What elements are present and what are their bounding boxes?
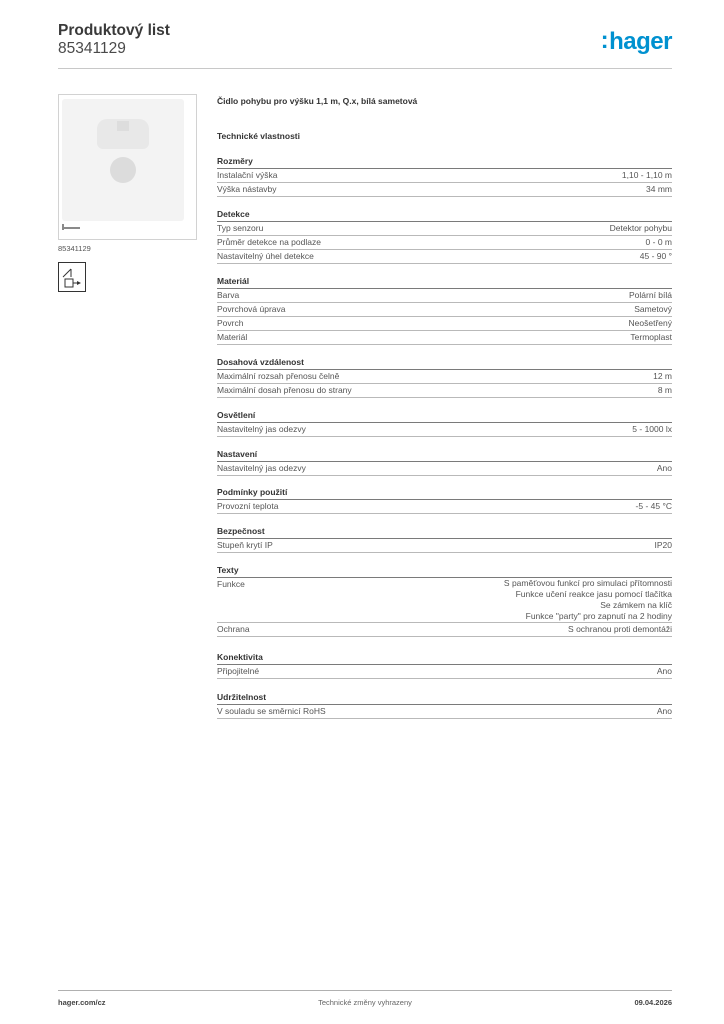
property-label: Barva — [217, 290, 240, 300]
property-label: V souladu se směrnicí RoHS — [217, 706, 326, 716]
property-value: Ano — [656, 463, 672, 473]
group-title: Texty — [217, 565, 672, 578]
product-name: Čidlo pohybu pro výšku 1,1 m, Q.x, bílá sametová — [217, 96, 418, 106]
document-number: 85341129 — [58, 40, 126, 57]
property-label: Nastavitelný jas odezvy — [217, 424, 306, 434]
product-image-box — [58, 94, 197, 240]
group-material — [217, 276, 672, 345]
property-label: Instalační výška — [217, 170, 278, 180]
property-value: Neošetřený — [628, 318, 672, 328]
property-row — [217, 623, 672, 637]
sensor-dome — [110, 157, 136, 183]
group-safety — [217, 526, 672, 553]
group-settings — [217, 449, 672, 476]
hager-logo[interactable] — [601, 29, 672, 55]
flush-mount-icon — [58, 262, 86, 292]
group-title: Osvětlení — [217, 410, 672, 423]
motion-sensor-image — [62, 99, 184, 221]
property-value: 45 - 90 ° — [639, 251, 672, 261]
property-row — [217, 317, 672, 331]
product-image-caption: 85341129 — [58, 244, 91, 253]
property-value: IP20 — [654, 540, 672, 550]
group-title: Detekce — [217, 209, 672, 222]
property-row — [217, 665, 672, 679]
group-detection — [217, 209, 672, 264]
property-value: Ano — [656, 666, 672, 676]
property-row — [217, 183, 672, 197]
property-row — [217, 331, 672, 345]
property-value: 8 m — [657, 385, 672, 395]
technical-properties-heading: Technické vlastnosti — [217, 131, 300, 141]
property-row — [217, 462, 672, 476]
property-label: Materiál — [217, 332, 248, 342]
group-operating-conditions — [217, 487, 672, 514]
group-title: Rozměry — [217, 156, 672, 169]
property-value: Ano — [656, 706, 672, 716]
property-label: Povrch — [217, 318, 244, 328]
page-header — [58, 22, 672, 72]
property-value: 5 - 1000 lx — [632, 424, 672, 434]
property-value: -5 - 45 °C — [635, 501, 672, 511]
group-title: Dosahová vzdálenost — [217, 357, 672, 370]
sensor-lens-slot — [117, 121, 129, 131]
footer-divider — [58, 990, 672, 991]
property-label: Typ senzoru — [217, 223, 264, 233]
property-label: Provozní teplota — [217, 501, 279, 511]
property-value: Termoplast — [630, 332, 672, 342]
property-label: Funkce — [217, 579, 245, 589]
property-row — [217, 705, 672, 719]
property-label: Výška nástavby — [217, 184, 277, 194]
property-value: Detektor pohybu — [609, 223, 672, 233]
group-connectivity — [217, 652, 672, 679]
logo-colon: : — [600, 27, 609, 54]
property-label: Nastavitelný úhel detekce — [217, 251, 314, 261]
property-label: Maximální rozsah přenosu čelně — [217, 371, 340, 381]
property-row — [217, 370, 672, 384]
property-row — [217, 423, 672, 437]
property-value: 1,10 - 1,10 m — [621, 170, 672, 180]
property-value: S ochranou proti demontáži — [568, 624, 672, 634]
group-title: Udržitelnost — [217, 692, 672, 705]
property-value: 34 mm — [646, 184, 672, 194]
property-value: 12 m — [653, 371, 672, 381]
group-dimensions — [217, 156, 672, 197]
property-label: Průměr detekce na podlaze — [217, 237, 321, 247]
property-row — [217, 169, 672, 183]
property-label: Maximální dosah přenosu do strany — [217, 385, 352, 395]
property-value: Sametový — [634, 304, 672, 314]
property-value: Funkce "party" pro zapnutí na 2 hodiny — [525, 611, 672, 621]
group-sustainability — [217, 692, 672, 719]
property-value-list — [504, 578, 672, 622]
property-row — [217, 250, 672, 264]
header-divider — [58, 68, 672, 69]
property-label: Připojitelné — [217, 666, 260, 676]
footer-note: Technické změny vyhrazeny — [318, 998, 412, 1007]
property-row — [217, 500, 672, 514]
footer-website-link[interactable]: hager.com/cz — [58, 998, 106, 1007]
property-row — [217, 578, 672, 623]
group-lighting — [217, 410, 672, 437]
property-value: S paměťovou funkcí pro simulaci přítomnosti — [503, 578, 672, 588]
group-title: Nastavení — [217, 449, 672, 462]
footer-date: 09.04.2026 — [634, 998, 672, 1007]
group-texts — [217, 565, 672, 637]
property-row — [217, 303, 672, 317]
property-value: Se zámkem na klíč — [600, 600, 672, 610]
group-transmission-range — [217, 357, 672, 398]
flush-mount-icon-svg — [59, 263, 87, 293]
group-title: Podmínky použití — [217, 487, 672, 500]
property-value: 0 - 0 m — [645, 237, 672, 247]
group-title: Materiál — [217, 276, 672, 289]
property-row — [217, 236, 672, 250]
property-row — [217, 539, 672, 553]
document-title: Produktový list — [58, 22, 170, 39]
property-label: Ochrana — [217, 624, 250, 634]
property-row — [217, 289, 672, 303]
property-row — [217, 384, 672, 398]
group-title: Bezpečnost — [217, 526, 672, 539]
property-label: Povrchová úprava — [217, 304, 286, 314]
scale-bar — [62, 227, 80, 229]
property-label: Stupeň krytí IP — [217, 540, 273, 550]
property-value: Polární bílá — [629, 290, 672, 300]
property-value: Funkce učení reakce jasu pomocí tlačítka — [515, 589, 672, 599]
property-label: Nastavitelný jas odezvy — [217, 463, 306, 473]
logo-text: hager — [609, 28, 672, 55]
group-title: Konektivita — [217, 652, 672, 665]
property-row — [217, 222, 672, 236]
